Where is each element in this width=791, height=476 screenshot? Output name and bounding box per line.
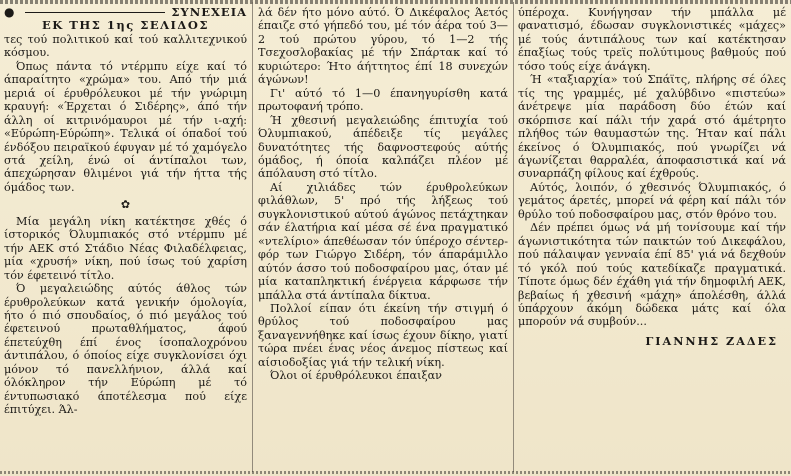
paragraph: Αί χιλιάδες τών έρυθρολεύκων φιλάθλων, 5' πρό τής λήξεως τού συγκλονιστικού αύτού άγώνος πετάχτηκαν σάν έλατήρια καί μέσα σέ ένα πραγματικό «ντελίριο» άπεθέωσαν τόν ύπέροχο σέντερ-φόρ των Γιώργο Σιδέρη, τόν άπαράμιλλο αύτόν άσσο τού ποδοσφαίρου μας, όταν μέ μία καταπληκτική ένέργεια κάρφωσε τήν μπάλλα στά άντίπαλα δίκτυα. <box>258 180 508 302</box>
column-1 <box>4 6 247 464</box>
paragraph: Όπως πάντα τό ντέρμπυ είχε καί τό άπαραίτητο «χρώμα» του. Από τήν μιά μεριά οί έρυθρόλευκοι μέ τήν γνώριμη κραυγή: «Έρχεται ό Σιδέρης», άπό τήν άλλη οί κιτρινόμαυροι μέ τήν ι-αχή: «Εύρώπη-Εύρώπη». Τελικά οί όπαδοί τού ένδόξου πειραϊκού έφυγαν μέ τό χαμόγελο στά χείλη, ένώ οί άντίπαλοι των, άπεχώρησαν θλιμένοι γιά τήν ήττα τής όμάδος των. <box>4 59 247 194</box>
heading-rule <box>25 12 165 13</box>
column-3 <box>518 6 786 464</box>
continuation-subheading: ΕΚ ΤΗΣ 1ης ΣΕΛΙΔΟΣ <box>42 18 209 33</box>
paragraph: Πολλοί είπαν ότι έκείνη τήν στιγμή ό θρύλος τού ποδοσφαίρου μας ξαναγεννήθηκε καί ίσως έχουν δίκηο, γιατί τώρα πνέει ένας νέος άνεμος πίστεως καί αίσιοδοξίας γιά τήν τελική νίκη. <box>258 301 508 369</box>
paragraph: Ό μεγαλειώδης αύτός άθλος τών έρυθρολεύκων κατά γενικήν όμολογία, ήτο ό πιό σπουδαίος, ό πιό μεγάλος τού έφετεινού πρωταθλήματος, άφού έπετεύχθη έπί ένος ίσοπαλοχρόνου άντιπάλου, ό όποίος είχε συγκλονίσει όχι μόνον τό πανελλήνιον, άλλά καί όλόκληρον τήν Εύρώπη μέ τό έντυπωσιακό άποτέλεσμα πού είχε έπιτύχει. Άλ- <box>4 282 247 417</box>
flower-separator-icon: ✿ <box>120 198 131 212</box>
bullet-icon: ● <box>4 6 16 19</box>
column-divider <box>513 2 514 472</box>
bottom-rule <box>0 471 791 474</box>
paragraph: ύπέροχα. Κυνήγησαν τήν μπάλλα μέ φανατισμό, έδωσαν συγκλονιστικές «μάχες» μέ τούς άντιπάλους των καί κατέκτησαν έπαξίως τούς τρεϊς πολύτιμους βαθμούς πού τόσο τούς είχε άνάγκη. <box>518 6 786 73</box>
author-signature: ΓΙΑΝΝΗΣ ΖΑΔΕΣ <box>645 333 778 348</box>
heading-text: ΣΥΝΕΧΕΙΑ <box>171 6 247 19</box>
column-divider <box>252 2 253 472</box>
paragraph: Ή χθεσινή μεγαλειώδης έπιτυχία τού Όλυμπιακού, άπέδειξε τίς μεγάλες δυνατότητες τής δαφνοστεφούς αύτής όμάδος, ή όποία καλπάζει πλέον μέ άπόλαυση στό τίτλο. <box>258 113 508 181</box>
column-2 <box>258 6 508 464</box>
paragraph: λά δέν ήτο μόνο αύτό. Ό Δικέφαλος Άετός έπαιζε στό γήπεδό του, μέ τόν άέρα τού 3—2 τού πρώτου γύρου, τό 1—2 τής Τσεχοσλοβακίας μέ τήν Σπάρτακ καί τό κυριώτερο: Ήτο άήττητος έπί 18 συνεχών άγώνων! <box>258 6 508 87</box>
paragraph: Ή «ταξιαρχία» τού Σπάϊτς, πλήρης σέ όλες τίς της γραμμές, μέ χαλύβδινο «πιστεύω» άνέτρεψε μία παράδοση δύο έτών καί σκόρπισε καί πάλι τήν χαρά στό άμέτρητο πλήθος τών θαυμαστών της. Ήταν καί πάλι έκείνος ό Όλυμπιακός, πού γνωρίζει νά άγωνίζεται θαρραλέα, άποφασιστικά καί νά συναρπάζη φίλους καί έχθρούς. <box>518 73 786 181</box>
continuation-heading <box>4 6 247 19</box>
paragraph: Όλοι οί έρυθρόλευκοι έπαιξαν <box>270 369 442 383</box>
paragraph: Μία μεγάλη νίκη κατέκτησε χθές ό ίστορικός Όλυμπιακός στό ντέρμπυ μέ τήν ΑΕΚ στό Στάδιο Νέας Φιλαδέλφειας, μία «χρυσή» νίκη, πού ίσως τού χαρίση τόν έφετεινό τίτλο. <box>4 214 247 282</box>
paragraph: τες τού πολιτικού καί τού καλλιτεχνικού κόσμου. <box>4 32 247 60</box>
paragraph: Γι' αύτό τό 1—0 έπανηγυρίσθη κατά πρωτοφανή τρόπο. <box>258 86 508 114</box>
paragraph: Δέν πρέπει όμως νά μή τονίσουμε καί τήν άγωνιστικότητα τών παικτών τού Δικεφάλου, πού πάλαιψαν γενναία έπί 85' γιά νά δεχθούν τό γκόλ πού τούς κατεδίκαζε πραγματικά. Τίποτε όμως δέν έχάθη γιά τήν δημοφιλή ΑΕΚ, βεβαίως ή χθεσινή «μάχη» άπολέσθη, άλλά ύπάρχουν άκόμη δώδεκα μάτς καί όλα μπορούν νά συμβούν... <box>518 221 786 329</box>
top-rule <box>0 0 791 4</box>
paragraph: Αύτός, λοιπόν, ό χθεσινός Όλυμπιακός, ό γεμάτος άρετές, μπορεί νά φέρη καί πάλι τόν θρύλο τού ποδοσφαίρου μας, στόν θρόνο του. <box>518 180 786 221</box>
